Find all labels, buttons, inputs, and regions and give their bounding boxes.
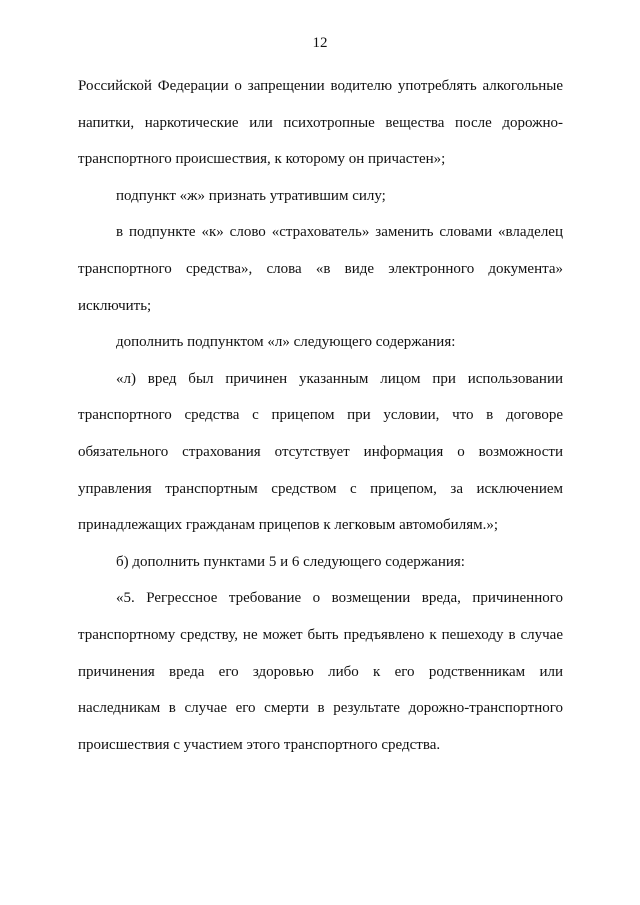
- paragraph-add-subitem-l: дополнить подпунктом «л» следующего содержания:: [116, 334, 456, 351]
- paragraph-subitem-zh: подпункт «ж» признать утратившим силу;: [116, 187, 386, 204]
- page-number: 12: [312, 35, 328, 51]
- paragraph-continuation: Российской Федерации о запрещении водителю употреблять алкогольные напитки, наркотические или психотропные вещества после дорожно-транспортного происшествия, к которому он причастен»;: [78, 78, 563, 168]
- paragraph-item-b: б) дополнить пунктами 5 и 6 следующего содержания:: [116, 553, 465, 570]
- document-body: [78, 68, 563, 763]
- paragraph-item-5: «5. Регрессное требование о возмещении вреда, причиненного транспортному средству, не может быть предъявлено к пешеходу в случае причинения вреда его здоровью либо к его родственникам или наследникам в случае его смерти в результате дорожно-транспортного происшествия с участием этого транспортного средства.: [78, 590, 563, 753]
- paragraph-subitem-k: в подпункте «к» слово «страхователь» заменить словами «владелец транспортного средства», слова «в виде электронного документа» исключить;: [78, 224, 563, 314]
- paragraph-subitem-l-text: «л) вред был причинен указанным лицом при использовании транспортного средства с прицепом при условии, что в договоре обязательного страхования отсутствует информация о возможности управления транспортным средством с прицепом, за исключением принадлежащих гражданам прицепов к легковым автомобилям.»;: [78, 370, 563, 534]
